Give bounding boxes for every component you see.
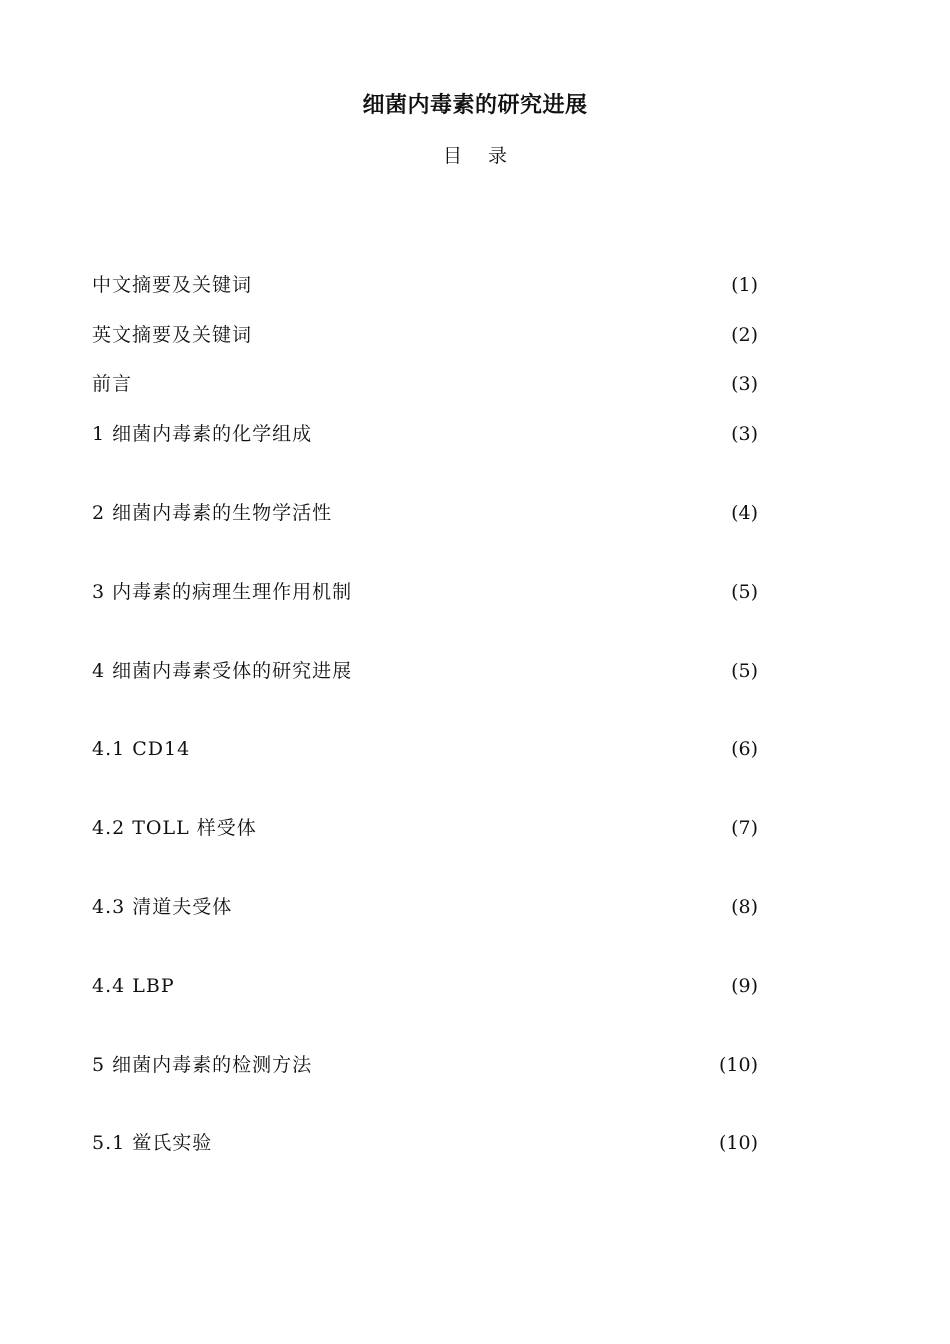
toc-entry-label: 中文摘要及关键词 xyxy=(92,274,253,296)
toc-heading-right: 录 xyxy=(488,145,508,167)
toc-heading-left: 目 xyxy=(442,145,462,167)
toc-entry xyxy=(92,320,758,350)
toc-entry-label: 4.1 CD14 xyxy=(92,738,191,760)
toc-entry xyxy=(92,971,758,1001)
toc-entry xyxy=(92,892,758,922)
toc-entry xyxy=(92,734,758,764)
toc-entry xyxy=(92,577,758,607)
toc-entry xyxy=(92,813,758,843)
toc-entry-label: 5.1 鲎氏实验 xyxy=(92,1132,213,1154)
toc-entry-page: (9) xyxy=(731,975,758,997)
toc-entry xyxy=(92,419,758,449)
toc-entry xyxy=(92,1128,758,1158)
toc-entry-label: 4.2 TOLL 样受体 xyxy=(92,817,257,839)
toc-entry xyxy=(92,1050,758,1080)
toc-entry-page: (7) xyxy=(731,817,758,839)
toc-entry-page: (5) xyxy=(731,581,758,603)
toc-entry-page: (5) xyxy=(731,660,758,682)
toc-entry-page: (10) xyxy=(718,1132,758,1154)
toc-entry xyxy=(92,656,758,686)
toc-entry-label: 前言 xyxy=(92,373,133,395)
toc-entry-label: 4.3 清道夫受体 xyxy=(92,896,233,918)
toc-entry-page: (10) xyxy=(718,1054,758,1076)
toc-entry-page: (6) xyxy=(731,738,758,760)
toc-entry-label: 英文摘要及关键词 xyxy=(92,324,253,346)
toc-entry-label: 4 细菌内毒素受体的研究进展 xyxy=(92,660,353,682)
table-of-contents xyxy=(92,0,758,1344)
toc-entry-label: 5 细菌内毒素的检测方法 xyxy=(92,1054,313,1076)
toc-entry-page: (2) xyxy=(731,324,758,346)
toc-entry-page: (4) xyxy=(731,502,758,524)
toc-entry-label: 1 细菌内毒素的化学组成 xyxy=(92,423,313,445)
toc-entry-label: 4.4 LBP xyxy=(92,975,175,997)
toc-entry xyxy=(92,498,758,528)
toc-entry-label: 3 内毒素的病理生理作用机制 xyxy=(92,581,353,603)
toc-entry-page: (3) xyxy=(731,423,758,445)
toc-entry xyxy=(92,270,758,300)
toc-entry-page: (3) xyxy=(731,373,758,395)
toc-entry-page: (8) xyxy=(731,896,758,918)
document-title: 细菌内毒素的研究进展 xyxy=(362,93,588,118)
toc-entry-label: 2 细菌内毒素的生物学活性 xyxy=(92,502,333,524)
toc-entry xyxy=(92,369,758,399)
toc-entry-page: (1) xyxy=(731,274,758,296)
